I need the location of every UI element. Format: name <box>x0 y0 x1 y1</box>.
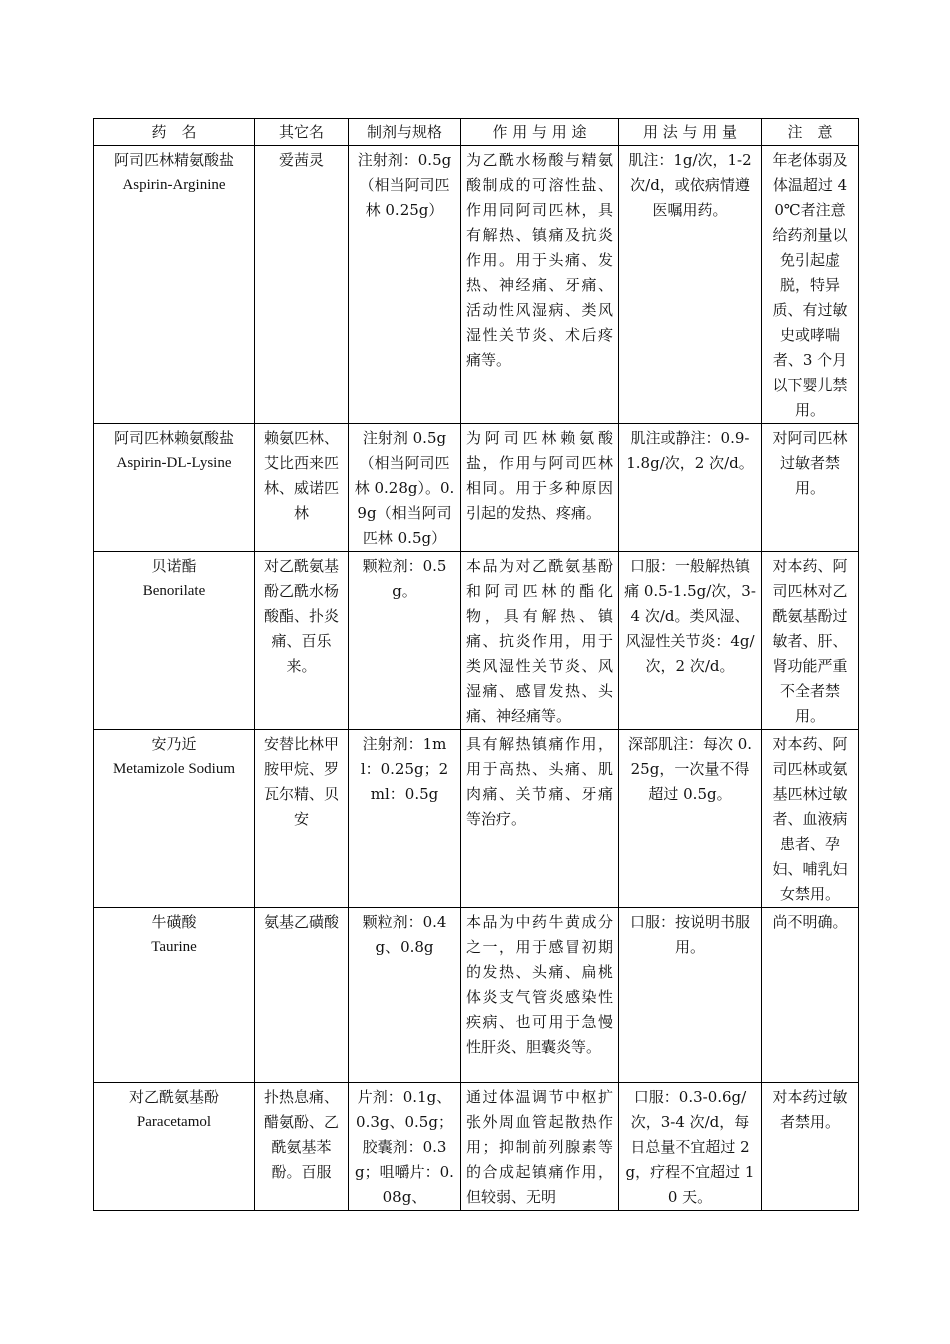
drug-name-en: Metamizole Sodium <box>112 761 236 777</box>
dosage-cell: 口服：按说明书服用。 <box>619 908 762 1083</box>
dosage-cell: 肌注：1g/次，1-2次/d，或依病情遵医嘱用药。 <box>619 146 762 424</box>
drug-name-cn: 贝诺酯 <box>151 557 197 575</box>
formulation-cell: 颗粒剂：0.4g、0.8g <box>349 908 461 1083</box>
drug-name-en: Aspirin-Arginine <box>122 177 226 193</box>
dosage-cell: 深部肌注：每次 0.25g，一次量不得超过 0.5g。 <box>619 730 762 908</box>
drug-name-cell <box>94 730 255 908</box>
other-name-cell: 扑热息痛、醋氨酚、乙酰氨基苯酚。百服 <box>255 1083 349 1211</box>
table-header-row <box>94 119 859 146</box>
drug-name-en: Benorilate <box>142 583 206 599</box>
other-name-cell: 爱茜灵 <box>255 146 349 424</box>
header-other-name: 其它名 <box>255 119 349 146</box>
formulation-cell: 颗粒剂：0.5g。 <box>349 552 461 730</box>
indication-cell: 通过体温调节中枢扩张外周血管起散热作用；抑制前列腺素等的合成起镇痛作用，但较弱、无明 <box>461 1083 619 1211</box>
formulation-cell: 注射剂：1ml：0.25g；2ml：0.5g <box>349 730 461 908</box>
formulation-cell: 片剂：0.1g、0.3g、0.5g；胶囊剂：0.3g；咀嚼片：0.08g、 <box>349 1083 461 1211</box>
header-indication: 作 用 与 用 途 <box>461 119 619 146</box>
drug-name-cn: 阿司匹林赖氨酸盐 <box>113 429 234 447</box>
note-cell: 对阿司匹林过敏者禁用。 <box>762 424 859 552</box>
header-drug-name: 药 名 <box>94 119 255 146</box>
dosage-cell: 口服：一般解热镇痛 0.5-1.5g/次，3-4 次/d。类风湿、风湿性关节炎：4g/次，2 次/d。 <box>619 552 762 730</box>
indication-cell: 为阿司匹林赖氨酸盐，作用与阿司匹林相同。用于多种原因引起的发热、疼痛。 <box>461 424 619 552</box>
drug-table <box>93 118 859 1211</box>
note-cell: 对本药、阿司匹林对乙酰氨基酚过敏者、肝、肾功能严重不全者禁用。 <box>762 552 859 730</box>
drug-name-cell <box>94 146 255 424</box>
indication-cell: 本品为中药牛黄成分之一，用于感冒初期的发热、头痛、扁桃体炎支气管炎感染性疾病、也可用于急慢性肝炎、胆囊炎等。 <box>461 908 619 1083</box>
formulation-cell: 注射剂 0.5g（相当阿司匹林 0.28g）。0.9g（相当阿司匹林 0.5g） <box>349 424 461 552</box>
table-row <box>94 908 859 1083</box>
note-cell: 对本药过敏者禁用。 <box>762 1083 859 1211</box>
drug-name-cell <box>94 908 255 1083</box>
header-formulation: 制剂与规格 <box>349 119 461 146</box>
drug-name-cell <box>94 1083 255 1211</box>
table-row <box>94 730 859 908</box>
drug-name-cn: 安乃近 <box>151 735 197 753</box>
other-name-cell: 赖氨匹林、艾比西来匹林、威诺匹林 <box>255 424 349 552</box>
dosage-cell: 口服：0.3-0.6g/次，3-4 次/d，每日总量不宜超过 2g，疗程不宜超过 10 天。 <box>619 1083 762 1211</box>
note-cell: 对本药、阿司匹林或氨基匹林过敏者、血液病患者、孕妇、哺乳妇女禁用。 <box>762 730 859 908</box>
header-dosage: 用 法 与 用 量 <box>619 119 762 146</box>
drug-name-cell <box>94 552 255 730</box>
indication-cell: 本品为对乙酰氨基酚和阿司匹林的酯化物，具有解热、镇痛、抗炎作用，用于类风湿性关节炎、风湿痛、感冒发热、头痛、神经痛等。 <box>461 552 619 730</box>
indication-cell: 具有解热镇痛作用，用于高热、头痛、肌肉痛、关节痛、牙痛等治疗。 <box>461 730 619 908</box>
table-row <box>94 424 859 552</box>
drug-name-cn: 阿司匹林精氨酸盐 <box>113 151 234 169</box>
drug-name-en: Aspirin-DL-Lysine <box>116 455 232 471</box>
note-cell: 年老体弱及体温超过 40℃者注意给药剂量以免引起虚脱，特异质、有过敏史或哮喘者、3 个月以下婴儿禁用。 <box>762 146 859 424</box>
drug-name-en: Taurine <box>151 939 197 955</box>
header-note: 注 意 <box>762 119 859 146</box>
drug-name-cell <box>94 424 255 552</box>
drug-name-cn: 对乙酰氨基酚 <box>128 1088 219 1106</box>
other-name-cell: 氨基乙磺酸 <box>255 908 349 1083</box>
drug-name-cn: 牛磺酸 <box>151 913 197 931</box>
other-name-cell: 对乙酰氨基酚乙酰水杨酸酯、扑炎痛、百乐来。 <box>255 552 349 730</box>
table-row <box>94 1083 859 1211</box>
indication-cell: 为乙酰水杨酸与精氨酸制成的可溶性盐、作用同阿司匹林，具有解热、镇痛及抗炎作用。用于头痛、发热、神经痛、牙痛、活动性风湿病、类风湿性关节炎、术后疼痛等。 <box>461 146 619 424</box>
formulation-cell: 注射剂：0.5g（相当阿司匹林 0.25g） <box>349 146 461 424</box>
other-name-cell: 安替比林甲胺甲烷、罗瓦尔精、贝安 <box>255 730 349 908</box>
table-row <box>94 552 859 730</box>
table-row <box>94 146 859 424</box>
note-cell: 尚不明确。 <box>762 908 859 1083</box>
dosage-cell: 肌注或静注：0.9-1.8g/次，2 次/d。 <box>619 424 762 552</box>
drug-name-en: Paracetamol <box>136 1114 212 1130</box>
